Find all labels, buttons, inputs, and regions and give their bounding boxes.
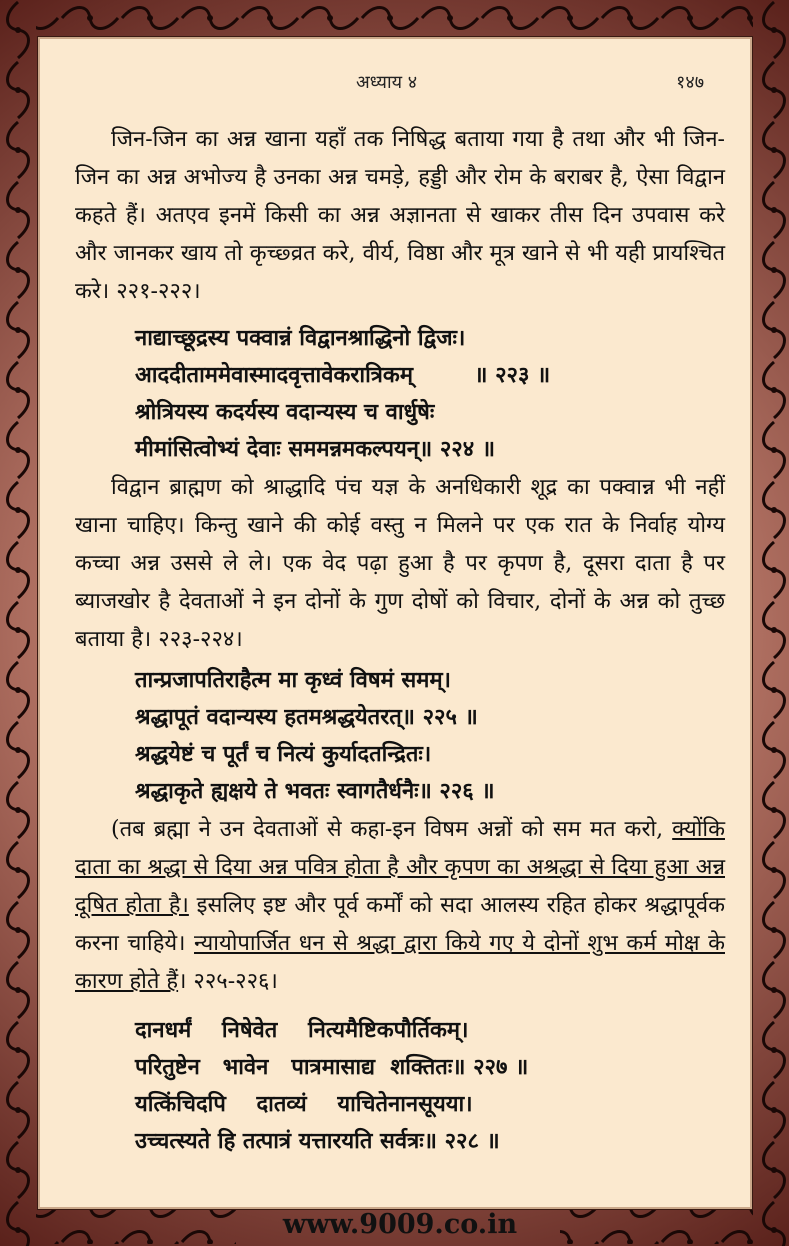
verse-block-2 (135, 662, 695, 810)
underlined-text-1: क्योंकि दाता का श्रद्धा से दिया अन्न पवित्र होता है और कृपण का अश्रद्धा से दिया हुआ अन्न दूषित होता है। (75, 817, 725, 918)
verse-line: श्रोत्रियस्य कदर्यस्य वदान्यस्य च वार्धुषेः (135, 399, 435, 425)
website-url: www.9009.co.in (282, 1209, 518, 1240)
paragraph-2: विद्वान ब्राह्मण को श्राद्धादि पंच यज्ञ के अनधिकारी शूद्र का पक्वान्न भी नहीं खाना चाहिए। किन्तु खाने की कोई वस्तु न मिलने पर एक रात के निर्वाह योग्य कच्चा अन्न उससे ले ले। एक वेद पढ़ा हुआ है पर कृपण है, दूसरा दाता है पर ब्याजखोर है देवताओं ने इन दोनों के गुण दोषों को विचार, दोनों के अन्न को तुच्छ बताया है। २२३-२२४। (75, 475, 725, 652)
chapter-title: अध्याय ४ (356, 72, 418, 93)
verse-line: परितुष्टेन भावेन पात्रमासाद्य शक्तितः॥ २२७ ॥ (135, 1054, 529, 1080)
verse-block-3 (135, 1012, 695, 1160)
verse-line: नाद्याच्छूद्रस्य पक्वान्नं विद्वानश्राद्धिनो द्विजः। (135, 325, 466, 351)
verse-line: आददीताममेवास्मादवृत्तावेकरात्रिकम् ॥ २२३ ॥ (135, 362, 551, 388)
verse-block-1 (135, 320, 695, 468)
page-header (0, 70, 789, 100)
paragraph-3 (75, 811, 725, 1001)
verse-line: श्रद्धयेष्टं च पूर्तं च नित्यं कुर्यादतन्द्रितः। (135, 741, 432, 767)
verse-line: मीमांसित्वोभ्यं देवाः सममन्नमकल्पयन्॥ २२४ ॥ (135, 436, 495, 462)
verse-line: दानधर्मं निषेवेत नित्यमैष्टिकपौर्तिकम्। (135, 1017, 469, 1043)
paragraph-1: जिन-जिन का अन्न खाना यहाँ तक निषिद्ध बताया गया है तथा और भी जिन-जिन का अन्न अभोज्य है उनका अन्न चमड़े, हड्डी और रोम के बराबर है, ऐसा विद्वान कहते हैं। अतएव इनमें किसी का अन्न अज्ञानता से खाकर तीस दिन उपवास करे और जानकर खाय तो कृच्छ्व्रत करे, वीर्य, विष्ठा और मूत्र खाने से भी यही प्रायश्चित करे। २२१-२२२। (75, 127, 725, 304)
verse-line: श्रद्धापूतं वदान्यस्य हतमश्रद्धयेतरत्॥ २२५ ॥ (135, 704, 478, 730)
verse-line: उच्चत्स्यते हि तत्पात्रं यत्तारयति सर्वत्रः॥ २२८ ॥ (135, 1128, 500, 1154)
para3-text-e: । २२५-२२६। (178, 969, 278, 994)
underlined-text-2: न्यायोपार्जित धन से श्रद्धा द्वारा किये गए ये दोनों शुभ कर्म मोक्ष के कारण होते हैं (75, 931, 725, 994)
page-number: १४७ (676, 72, 705, 93)
verse-line: श्रद्धाकृते ह्यक्षये ते भवतः स्वागतैर्धनैः॥ २२६ ॥ (135, 778, 495, 804)
para3-text-c: इसलिए इष्ट और पूर्व कर्मों को सदा आलस्य रहित होकर श्रद्धापूर्वक करना चाहिये। (75, 893, 725, 956)
verse-line: तान्प्रजापतिराहैत्म मा कृध्वं विषमं समम्। (135, 667, 451, 693)
verse-line: यत्किंचिदपि दातव्यं याचितेनानसूयया। (135, 1091, 473, 1117)
para3-text-a: (तब ब्रह्मा ने उन देवताओं से कहा-इन विषम अन्नों को सम मत करो, (111, 817, 664, 842)
